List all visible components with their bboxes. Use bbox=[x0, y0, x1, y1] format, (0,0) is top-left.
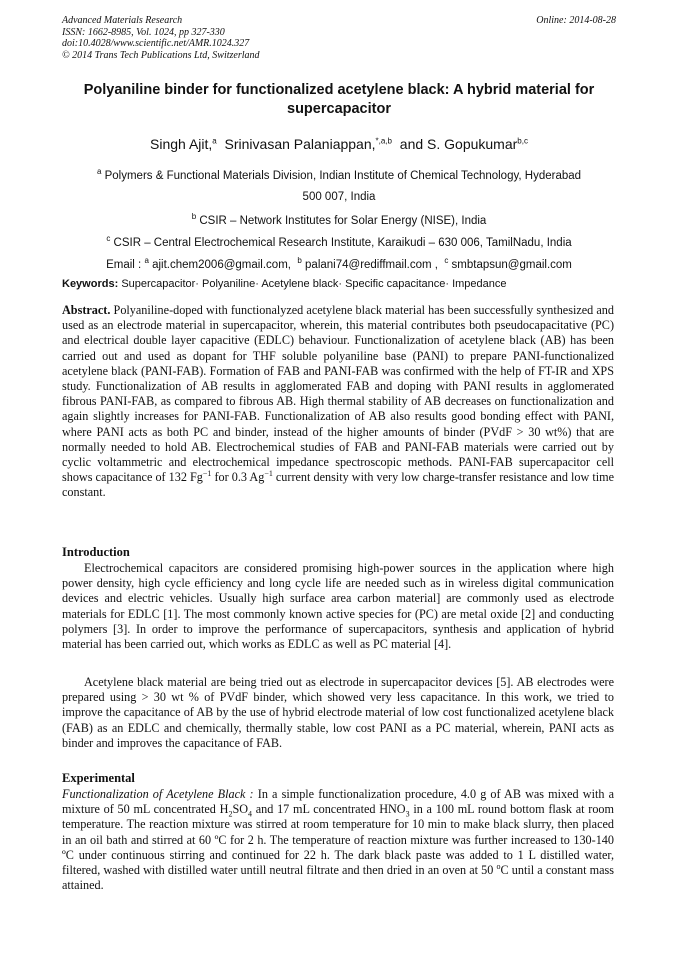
experimental-heading: Experimental bbox=[62, 771, 135, 785]
author-2: Srinivasan Palaniappan, bbox=[224, 136, 376, 152]
keywords bbox=[62, 278, 616, 290]
affiliation-c: $^c$ CSIR – Central Electrochemical Research Institute, Karaikudi – 630 006, TamilNadu, India bbox=[106, 234, 572, 249]
email-3[interactable]: smbtapsun@gmail.com bbox=[451, 259, 572, 271]
experimental-subheading: Functionalization of Acetylene Black : bbox=[62, 787, 254, 801]
author-list: Singh Ajit,$^a$ Srinivasan Palaniappan,$^{*,a,b}$ and S. Gopukumar$^{b,c}$ bbox=[150, 136, 528, 152]
author-1: Singh Ajit, bbox=[150, 136, 213, 152]
page-header bbox=[62, 15, 616, 61]
online-date: Online: 2014-08-28 bbox=[536, 15, 616, 26]
email-line: Email : $^a$ ajit.chem2006@gmail.com, $^b$ palani74@rediffmail.com , $^c$ smbtapsun@gmail.com bbox=[106, 256, 572, 271]
introduction-heading: Introduction bbox=[62, 545, 130, 559]
introduction-paragraph-1: Electrochemical capacitors are considered promising high-power sources in the application where high power density, high cycle efficiency and long cycle life are needed such as in wireless digital communication devices and electric vehicles. Usually high surface area carbon material] are commonly used as electrode materials for EDLC [1]. The most commonly known active species for (PC) are metal oxide [2] and conducting polymers [3]. In order to improve the performance of supercapacitors, synthesis and application of hybrid material has been carried out, which works as EDLC as well as PC material [4]. bbox=[62, 561, 614, 652]
affiliation-a: $^a$ Polymers & Functional Materials Division, Indian Institute of Chemical Technology, Hyderabad 500 007, India bbox=[96, 167, 582, 203]
abstract-label: Abstract. bbox=[62, 303, 111, 317]
keywords-text: Supercapacitor· Polyaniline· Acetylene black· Specific capacitance· Impedance bbox=[121, 278, 507, 290]
doi-line: doi:10.4028/www.scientific.net/AMR.1024.327 bbox=[62, 38, 250, 49]
affiliation-b: $^b$ CSIR – Network Institutes for Solar Energy (NISE), India bbox=[191, 212, 487, 227]
abstract: Abstract. Polyaniline-doped with functionalyzed acetylene black material has been successfully synthesized and used as an electrode material in supercapacitor, wherein, this material contributes both pseudocapacitative (PC) and electrical double layer capacitive (EDLC) behaviour. Functionalization of acetylene black (AB) has been carried out and used as dopant for THF soluble polyaniline base (PANI) to prepare PANI-functionalized acetylene black (PANI-FAB). Formation of FAB and PANI-FAB was confirmed with the help of FT-IR and XPS study. Functionalization of AB results in agglomerated FAB and doping with PANI results in agglomerated fibrous PANI-FAB, as compared to fibrous AB. High thermal stability of AB decreases on functionalization and again slightly increases for PANI-FAB. Functionalization of AB also results good bonding effect with PANI, where PANI acts as both PC and binder, instead of the higher amounts of binder (PVdF > 30 wt%) that are normally needed to hold AB. Electrochemical studies of FAB and PANI-FAB materials were carried out by cyclic voltammetric and electrochemical impedance spectroscopic methods. PANI-FAB supercapacitor cell shows capacitance of 132 $Fg^{-1}$ for 0.3 $Ag^{-1}$ current density with very low charge-transfer resistance and low time constant. bbox=[62, 303, 614, 500]
copyright-line: © 2014 Trans Tech Publications Ltd, Switzerland bbox=[62, 49, 260, 61]
email-2[interactable]: palani74@rediffmail.com , bbox=[305, 259, 438, 271]
journal-name: Advanced Materials Research bbox=[62, 15, 183, 26]
author-3: S. Gopukumar bbox=[427, 136, 518, 152]
email-1[interactable]: ajit.chem2006@gmail.com, bbox=[152, 259, 291, 271]
issn-line: ISSN: 1662-8985, Vol. 1024, pp 327-330 bbox=[62, 26, 225, 38]
experimental-paragraph: Functionalization of Acetylene Black : In a simple functionalization procedure, 4.0 g of AB was mixed with a mixture of 50 mL concentrated $H_2SO_4$ and 17 mL concentrated $HNO_3$ in a 100 mL round bottom flask at room temperature. The reaction mixture was stirred at room temperature for 10 min to make black slurry, then placed in an oil bath and stirred at 60 ºC for 2 h. The temperature of reaction mixture was further increased to 130-140 ºC under continuous stirring and continued for 22 h. The dark black paste was added to 1 L distilled water, filtered, washed with distilled water untill neutral filtrate and then dried in an oven at 50 $^o$C until a constant mass attained. bbox=[62, 787, 615, 893]
keywords-label: Keywords: bbox=[62, 278, 119, 290]
introduction-paragraph-2: Acetylene black material are being tried out as electrode in supercapacitor devices [5]. AB electrodes were prepared using > 30 wt % of PVdF binder, which showed very less capacitance. In this work, we tried to improve the capacitance of AB by the use of hybrid electrode material of low cost functionalized acetylene black (FAB) as an EDLC and chemically, thermally stable, low cost PANI as a PC material, wherein, PANI acts as binder and improves the capacitance of FAB. bbox=[62, 675, 614, 750]
paper-title: Polyaniline binder for functionalized acetylene black: A hybrid material for supercapacitor bbox=[83, 82, 595, 117]
